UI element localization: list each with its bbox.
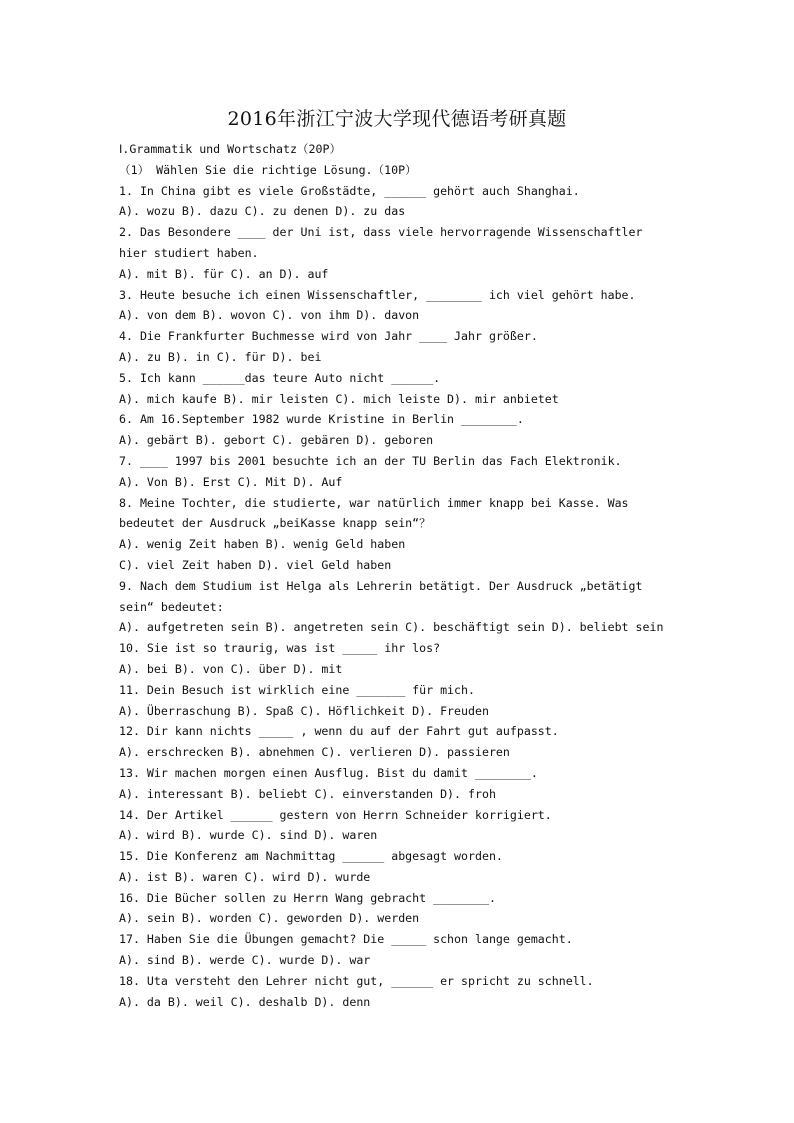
text-line: A). mit B). für C). an D). auf (119, 266, 329, 281)
text-line: 3. Heute besuche ich einen Wissenschaftler, ________ ich viel gehört habe. (119, 287, 636, 302)
text-line: 6. Am 16.September 1982 wurde Kristine in Berlin ________. (119, 412, 524, 427)
text-line: 14. Der Artikel ______ gestern von Herrn Schneider korrigiert. (119, 807, 552, 822)
text-line: A). Von B). Erst C). Mit D). Auf (119, 474, 343, 489)
text-line: bedeutet der Ausdruck „beiKasse knapp sein“？ (119, 516, 431, 531)
text-line: 13. Wir machen morgen einen Ausflug. Bist du damit ________. (119, 765, 538, 780)
text-line: 2. Das Besondere ____ der Uni ist, dass viele hervorragende Wissenschaftler (119, 225, 643, 240)
text-line: A). mich kaufe B). mir leisten C). mich leiste D). mir anbietet (119, 391, 559, 406)
text-line: 8. Meine Tochter, die studierte, war natürlich immer knapp bei Kasse. Was (119, 495, 629, 510)
text-line: A). sein B). worden C). geworden D). werden (119, 911, 420, 926)
text-line: A). aufgetreten sein B). angetreten sein C). beschäftigt sein D). beliebt sein (119, 620, 664, 635)
text-line: A). da B). weil C). deshalb D). denn (119, 994, 371, 1009)
text-line: C). viel Zeit haben D). viel Geld haben (119, 557, 392, 572)
text-line: A). gebärt B). gebort C). gebären D). geboren (119, 433, 434, 448)
text-line: A). sind B). werde C). wurde D). war (119, 953, 371, 968)
text-line: A). von dem B). wovon C). von ihm D). davon (119, 308, 420, 323)
text-line: （1） Wählen Sie die richtige Lösung.（10P） (119, 162, 417, 177)
text-line: 16. Die Bücher sollen zu Herrn Wang gebracht ________. (119, 890, 496, 905)
text-line: 15. Die Konferenz am Nachmittag ______ abgesagt worden. (119, 849, 503, 864)
text-line: 1. In China gibt es viele Großstädte, ______ gehört auch Shanghai. (119, 183, 580, 198)
text-line: 9. Nach dem Studium ist Helga als Lehrerin betätigt. Der Ausdruck „betätigt (119, 578, 643, 593)
text-line: 17. Haben Sie die Übungen gemacht? Die _____ schon lange gemacht. (119, 932, 573, 947)
text-line: 12. Dir kann nichts _____ , wenn du auf der Fahrt gut aufpasst. (119, 724, 559, 739)
text-line: A). wenig Zeit haben B). wenig Geld haben (119, 537, 406, 552)
document-body (119, 139, 719, 1012)
text-line: A). Überraschung B). Spaß C). Höflichkeit D). Freuden (119, 703, 489, 718)
text-line: A). ist B). waren C). wird D). wurde (119, 869, 371, 884)
text-line: sein“ bedeutet: (119, 599, 224, 614)
text-line: 5. Ich kann ______das teure Auto nicht ______. (119, 370, 441, 385)
text-line: 11. Dein Besuch ist wirklich eine _______ für mich. (119, 682, 475, 697)
text-line: A). wozu B). dazu C). zu denen D). zu das (119, 204, 406, 219)
text-line: A). wird B). wurde C). sind D). waren (119, 828, 378, 843)
text-line: Ⅰ.Grammatik und Wortschatz（20P） (119, 142, 342, 156)
text-line: 10. Sie ist so traurig, was ist _____ ihr los? (119, 641, 441, 656)
text-line: A). bei B). von C). über D). mit (119, 661, 343, 676)
text-line: A). erschrecken B). abnehmen C). verlieren D). passieren (119, 745, 510, 760)
text-line: hier studiert haben. (119, 245, 259, 260)
page-title: 2016年浙江宁波大学现代德语考研真题 (227, 108, 567, 130)
text-line: 4. Die Frankfurter Buchmesse wird von Jahr ____ Jahr größer. (119, 329, 538, 344)
text-line: A). zu B). in C). für D). bei (119, 349, 322, 364)
text-line: 7. ____ 1997 bis 2001 besuchte ich an der TU Berlin das Fach Elektronik. (119, 453, 622, 468)
text-line: 18. Uta versteht den Lehrer nicht gut, ______ er spricht zu schnell. (119, 973, 594, 988)
text-line: A). interessant B). beliebt C). einverstanden D). froh (119, 786, 496, 801)
